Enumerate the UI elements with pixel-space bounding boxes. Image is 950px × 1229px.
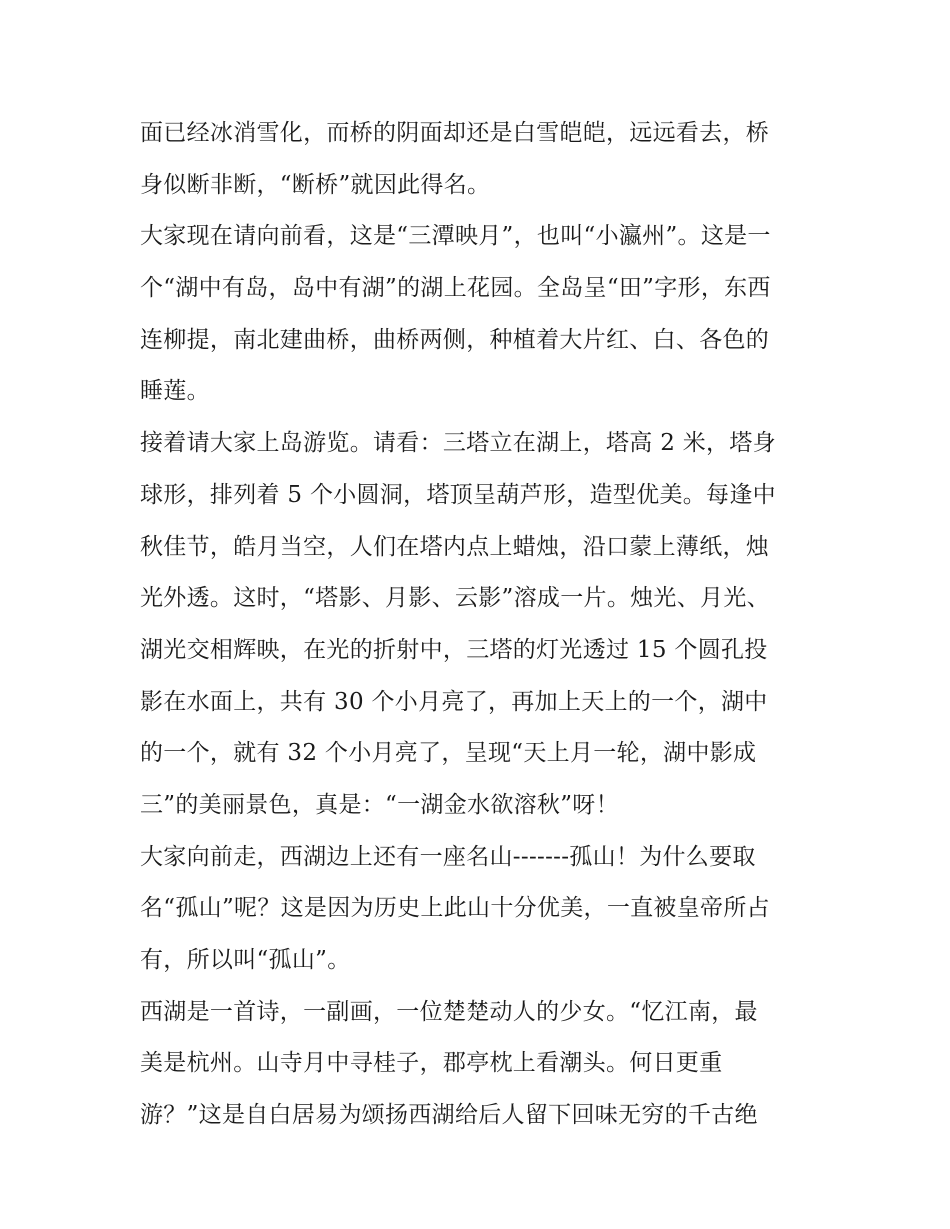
text-line: 游？”这是自白居易为颂扬西湖给后人留下回味无穷的千古绝 xyxy=(140,1102,758,1129)
text-line: 连柳提，南北建曲桥，曲桥两侧，种植着大片红、白、各色的 xyxy=(140,326,770,353)
text-line: 名“孤山”呢？这是因为历史上此山十分优美，一直被皇帝所占 xyxy=(140,895,770,922)
text-line: 湖光交相辉映，在光的折射中，三塔的灯光透过 15 个圆孔投 xyxy=(140,636,768,663)
text-line: 有，所以叫“孤山”。 xyxy=(140,947,351,973)
body-text xyxy=(140,108,820,1142)
text-line: 西湖是一首诗，一副画，一位楚楚动人的少女。“忆江南，最 xyxy=(140,998,758,1025)
text-line: 球形，排列着 5 个小圆洞，塔顶呈葫芦形，造型优美。每逢中 xyxy=(140,481,776,508)
text-line: 睡莲。 xyxy=(140,378,210,405)
text-line: 秋佳节，皓月当空，人们在塔内点上蜡烛，沿口蒙上薄纸，烛 xyxy=(140,533,770,560)
text-line: 大家现在请向前看，这是“三潭映月”，也叫“小瀛州”。这是一 xyxy=(140,223,771,250)
text-line: 接着请大家上岛游览。请看：三塔立在湖上，塔高 2 米，塔身 xyxy=(140,430,776,457)
text-line: 个“湖中有岛，岛中有湖”的湖上花园。全岛呈“田”字形，东西 xyxy=(140,275,771,302)
text-line: 的一个，就有 32 个小月亮了，呈现“天上月一轮，湖中影成 xyxy=(140,740,757,767)
text-line: 身似断非断，“断桥”就因此得名。 xyxy=(140,171,491,198)
text-line: 大家向前走，西湖边上还有一座名山-------孤山！为什么要取 xyxy=(140,843,756,870)
text-line: 影在水面上，共有 30 个小月亮了，再加上天上的一个，湖中 xyxy=(140,688,768,715)
text-line: 三”的美丽景色，真是：“一湖金水欲溶秋”呀！ xyxy=(140,791,619,818)
text-line: 美是杭州。山寺月中寻桂子，郡亭枕上看潮头。何日更重 xyxy=(140,1050,723,1077)
text-line: 面已经冰消雪化，而桥的阴面却还是白雪皑皑，远远看去，桥 xyxy=(140,120,770,146)
text-line: 光外透。这时，“塔影、月影、云影”溶成一片。烛光、月光、 xyxy=(140,585,770,612)
